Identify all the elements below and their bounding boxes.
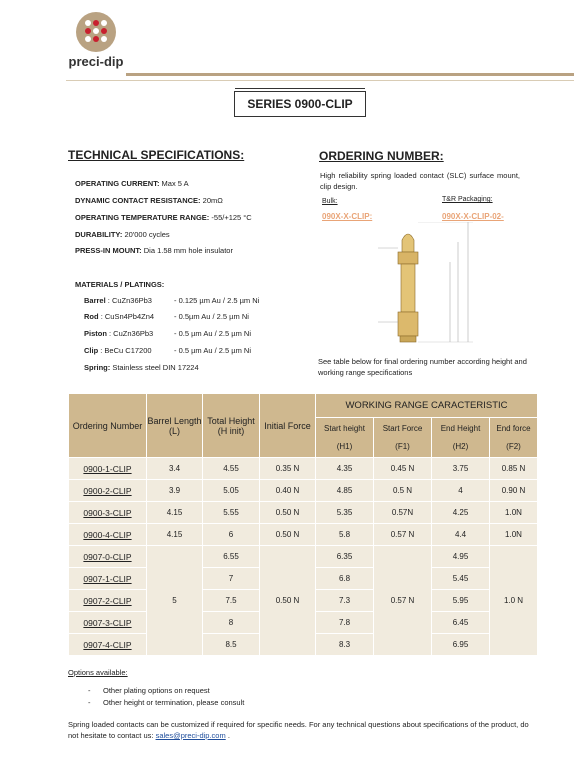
- cell-total: 5.05: [203, 480, 260, 502]
- cell-h1: 4.85: [316, 480, 374, 502]
- footer-end: .: [227, 731, 230, 740]
- cell-h2: 3.75: [432, 458, 490, 480]
- cell-f2: 1.0N: [490, 524, 538, 546]
- cell-f2: 0.85 N: [490, 458, 538, 480]
- material-plating: - 0.5 µm Au / 2.5 µm Ni: [174, 346, 251, 355]
- table-row: [69, 502, 538, 524]
- cell-total: 4.55: [203, 458, 260, 480]
- tr-code: 090X-X-CLIP-02-: [442, 212, 504, 221]
- material-piston: [84, 329, 153, 338]
- col-end-force: [490, 418, 538, 458]
- material-spec: : CuZn36Pb3: [109, 329, 154, 338]
- spec-label: PRESS-IN MOUNT:: [75, 246, 142, 255]
- cell-h2: 4.4: [432, 524, 490, 546]
- see-table-note: See table below for final ordering number according height and working range specifications: [318, 357, 527, 377]
- cell-total: 7: [203, 568, 260, 590]
- options-heading: Options available:: [68, 668, 128, 677]
- cell-h1: 7.3: [316, 590, 374, 612]
- cell-f1: 0.45 N: [374, 458, 432, 480]
- logo-dots-icon: [85, 20, 107, 42]
- specifications-table: [68, 393, 538, 656]
- material-name: Piston: [84, 329, 107, 338]
- sub-header-symbol: (H2): [452, 442, 469, 451]
- col-initial-force: Initial Force: [260, 394, 316, 458]
- cell-h2: 5.45: [432, 568, 490, 590]
- option-text: Other height or termination, please consult: [103, 698, 245, 707]
- ordering-description: High reliability spring loaded contact (SLC) surface mount, clip design.: [320, 171, 520, 191]
- sub-header-label: End Height: [440, 424, 481, 433]
- ordering-number-link[interactable]: 0907-4-CLIP: [69, 634, 147, 656]
- spec-value: Max 5 A: [161, 179, 189, 188]
- spec-contact-resistance: [75, 196, 223, 205]
- ordering-number-link[interactable]: 0900-3-CLIP: [69, 502, 147, 524]
- email-link[interactable]: sales@preci-dip.com: [155, 731, 226, 740]
- sub-header-label: End force: [496, 424, 531, 433]
- sub-header-label: Start Force: [382, 424, 423, 433]
- cell-h1: 8.3: [316, 634, 374, 656]
- cell-total: 7.5: [203, 590, 260, 612]
- material-spec: : CuZn36Pb3: [107, 296, 152, 305]
- col-ordering-number: Ordering Number: [69, 394, 147, 458]
- tr-packaging-label: T&R Packaging:: [442, 196, 493, 203]
- material-barrel: [84, 296, 152, 305]
- material-name: Clip: [84, 346, 99, 355]
- spec-value: Dia 1.58 mm hole insulator: [143, 246, 233, 255]
- table-row: [69, 546, 538, 568]
- cell-h2: 4.25: [432, 502, 490, 524]
- material-clip: [84, 346, 152, 355]
- company-logo: [66, 12, 126, 76]
- material-plating: - 0.5µm Au / 2.5 µm Ni: [174, 312, 249, 321]
- spec-label: DURABILITY:: [75, 230, 123, 239]
- cell-h2: 5.95: [432, 590, 490, 612]
- table-row: [69, 458, 538, 480]
- spec-label: OPERATING CURRENT:: [75, 179, 160, 188]
- cell-total: 6: [203, 524, 260, 546]
- cell-h1: 6.35: [316, 546, 374, 568]
- spec-label: DYNAMIC CONTACT RESISTANCE:: [75, 196, 201, 205]
- material-spec: : BeCu C17200: [100, 346, 152, 355]
- sub-header-symbol: (H1): [336, 442, 353, 451]
- option-item: - Other plating options on request: [88, 686, 210, 695]
- cell-barrel-merged: 5: [147, 546, 203, 656]
- material-plating: - 0.125 µm Au / 2.5 µm Ni: [174, 296, 260, 305]
- col-start-force: [374, 418, 432, 458]
- material-name: Spring:: [84, 363, 111, 372]
- logo-text: preci-dip: [68, 54, 124, 69]
- option-text: Other plating options on request: [103, 686, 210, 695]
- spec-value: 20'000 cycles: [124, 230, 170, 239]
- cell-barrel: 4.15: [147, 502, 203, 524]
- cell-h1: 6.8: [316, 568, 374, 590]
- material-spec: : CuSn4Pb4Zn4: [100, 312, 155, 321]
- table-row: [69, 524, 538, 546]
- material-plating: - 0.5 µm Au / 2.5 µm Ni: [174, 329, 251, 338]
- material-name: Barrel: [84, 296, 106, 305]
- bulk-code: 090X-X-CLIP:: [322, 212, 373, 221]
- spec-value: 20mΩ: [202, 196, 223, 205]
- material-spec: Stainless steel DIN 17224: [112, 363, 199, 372]
- contact-technical-drawing: [358, 222, 498, 352]
- col-total-height: Total Height (H init): [203, 394, 260, 458]
- materials-heading: MATERIALS / PLATINGS:: [75, 280, 165, 289]
- footer-text: Spring loaded contacts can be customized if required for specific needs. For any technical questions about specifications of the product, do not hesitate to contact us:: [68, 720, 529, 740]
- spec-operating-current: [75, 179, 189, 188]
- cell-f2: 0.90 N: [490, 480, 538, 502]
- cell-total: 8.5: [203, 634, 260, 656]
- series-title-box: [234, 91, 366, 117]
- cell-h1: 5.35: [316, 502, 374, 524]
- cell-total: 6.55: [203, 546, 260, 568]
- contact-footer: [68, 719, 538, 741]
- cell-f1: 0.57N: [374, 502, 432, 524]
- spec-press-in-mount: [75, 246, 233, 255]
- cell-h2: 4: [432, 480, 490, 502]
- cell-force: 0.50 N: [260, 502, 316, 524]
- header-rule: [126, 73, 574, 76]
- cell-force: 0.50 N: [260, 524, 316, 546]
- ordering-number-link[interactable]: 0900-1-CLIP: [69, 458, 147, 480]
- cell-f1: 0.5 N: [374, 480, 432, 502]
- sub-header-symbol: (F2): [506, 442, 521, 451]
- spec-temperature-range: [75, 213, 252, 222]
- cell-barrel: 3.9: [147, 480, 203, 502]
- spec-durability: [75, 230, 170, 239]
- cell-h2: 6.95: [432, 634, 490, 656]
- ordering-number-link[interactable]: 0907-1-CLIP: [69, 568, 147, 590]
- ordering-number-link[interactable]: 0907-3-CLIP: [69, 612, 147, 634]
- spec-value: -55/+125 °C: [211, 213, 252, 222]
- material-name: Rod: [84, 312, 99, 321]
- ordering-number-link[interactable]: 0907-2-CLIP: [69, 590, 147, 612]
- cell-h2: 6.45: [432, 612, 490, 634]
- col-start-height: [316, 418, 374, 458]
- cell-f2: 1.0N: [490, 502, 538, 524]
- cell-h2: 4.95: [432, 546, 490, 568]
- table-row: [69, 480, 538, 502]
- material-spring: [84, 363, 199, 372]
- cell-force: 0.40 N: [260, 480, 316, 502]
- material-rod: [84, 312, 154, 321]
- cell-f1-merged: 0.57 N: [374, 546, 432, 656]
- tech-spec-heading: TECHNICAL SPECIFICATIONS:: [68, 148, 245, 162]
- cell-barrel: 3.4: [147, 458, 203, 480]
- ordering-number-link[interactable]: 0900-2-CLIP: [69, 480, 147, 502]
- spec-label: OPERATING TEMPERATURE RANGE:: [75, 213, 210, 222]
- cell-f2-merged: 1.0 N: [490, 546, 538, 656]
- bulk-label: Bulk:: [322, 198, 338, 205]
- ordering-number-link[interactable]: 0907-0-CLIP: [69, 546, 147, 568]
- cell-force: 0.35 N: [260, 458, 316, 480]
- cell-total: 5.55: [203, 502, 260, 524]
- col-end-height: [432, 418, 490, 458]
- cell-h1: 7.8: [316, 612, 374, 634]
- col-working-range: WORKING RANGE CARACTERISTIC: [316, 394, 538, 418]
- series-title: SERIES 0900-CLIP: [247, 97, 353, 111]
- cell-force-merged: 0.50 N: [260, 546, 316, 656]
- option-item: - Other height or termination, please consult: [88, 698, 245, 707]
- cell-barrel: 4.15: [147, 524, 203, 546]
- ordering-number-link[interactable]: 0900-4-CLIP: [69, 524, 147, 546]
- cell-total: 8: [203, 612, 260, 634]
- cell-h1: 4.35: [316, 458, 374, 480]
- col-barrel-length: Barrel Length (L): [147, 394, 203, 458]
- header-rule-thin: [66, 80, 574, 81]
- cell-f1: 0.57 N: [374, 524, 432, 546]
- cell-h1: 5.8: [316, 524, 374, 546]
- sub-header-label: Start height: [324, 424, 365, 433]
- series-box-overline: [235, 88, 365, 89]
- sub-header-symbol: (F1): [395, 442, 410, 451]
- ordering-number-heading: ORDERING NUMBER:: [319, 149, 444, 163]
